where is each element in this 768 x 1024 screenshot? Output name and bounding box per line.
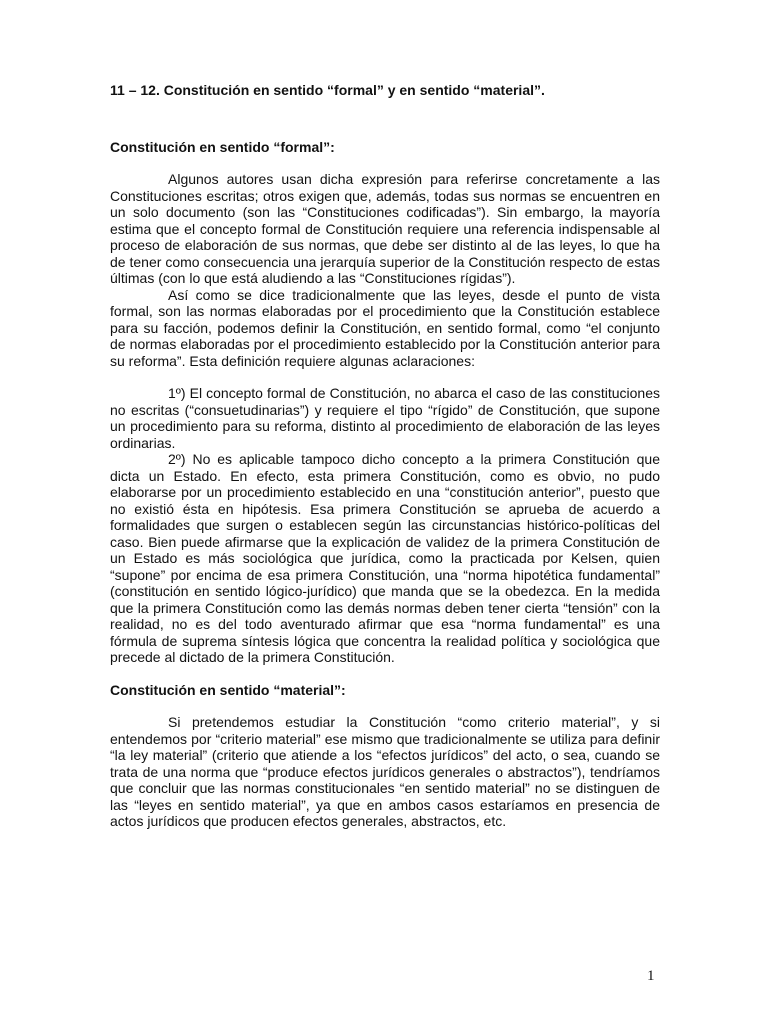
spacer (110, 369, 660, 385)
spacer (110, 698, 660, 714)
spacer (110, 155, 660, 171)
clarification-1: 1º) El concepto formal de Constitución, no abarca el caso de las constituciones no escritas (“consuetudinarias”) y requiere el tipo “rígido” de Constitución, que supone un procedimiento para su reforma, distinto al procedimiento de elaboración de las leyes ordinarias. (110, 385, 660, 451)
section-heading-formal: Constitución en sentido “formal”: (110, 138, 335, 155)
spacer (110, 666, 660, 682)
page-number: 1 (647, 968, 655, 984)
spacer (110, 99, 660, 139)
section-heading-material: Constitución en sentido “material”: (110, 681, 346, 698)
paragraph-formal-2: Así como se dice tradicionalmente que las leyes, desde el punto de vista formal, son las normas elaboradas por el procedimiento que la Constitución establece para su facción, podemos definir la Constitución, en sentido formal, como “el conjunto de normas elaboradas por el procedimiento establecido por la Constitución anterior para su reforma”. Esta definición requiere algunas aclaraciones: (110, 286, 660, 369)
paragraph-formal-1: Algunos autores usan dicha expresión para referirse concretamente a las Constituciones escritas; otros exigen que, además, todas sus normas se encuentren en un solo documento (son las “Constituciones codificadas”). Sin embargo, la mayoría estima que el concepto formal de Constitución requiere una referencia indispensable al proceso de elaboración de sus normas, que debe ser distinto al de las leyes, lo que ha de tener como consecuencia una jerarquía superior de la Constitución respecto de estas últimas (con lo que está aludiendo a las “Constituciones rígidas”). (110, 171, 660, 286)
document-title: 11 – 12. Constitución en sentido “formal” y en sentido “material”. (110, 82, 545, 98)
document-page (110, 82, 660, 830)
paragraph-material-1: Si pretendemos estudiar la Constitución “como criterio material”, y si entendemos por “criterio material” ese mismo que tradicionalmente se utiliza para definir “la ley material” (criterio que atiende a los “efectos jurídicos” del acto, o sea, cuando se trata de una norma que “produce efectos jurídicos generales o abstractos”), tendríamos que concluir que las normas constitucionales “en sentido material” no se distinguen de las “leyes en sentido material”, ya que en ambos casos estaríamos en presencia de actos jurídicos que producen efectos generales, abstractos, etc. (110, 714, 660, 829)
clarification-2: 2º) No es aplicable tampoco dicho concepto a la primera Constitución que dicta un Estado. En efecto, esta primera Constitución, como es obvio, no pudo elaborarse por un procedimiento establecido en una “constitución anterior”, puesto que no existió ésta en hipótesis. Esa primera Constitución se aprueba de acuerdo a formalidades que surgen o establecen según las circunstancias histórico-políticas del caso. Bien puede afirmarse que la explicación de validez de la primera Constitución de un Estado es más sociológica que jurídica, como la practicada por Kelsen, quien “supone” por encima de esa primera Constitución, una “norma hipotética fundamental” (constitución en sentido lógico-jurídico) que manda que se la obedezca. En la medida que la primera Constitución como las demás normas deben tener cierta “tensión” con la realidad, no es del todo aventurado afirmar que esa “norma fundamental” es una fórmula de suprema síntesis lógica que concentra la realidad política y sociológica que precede al dictado de la primera Constitución. (110, 451, 660, 665)
